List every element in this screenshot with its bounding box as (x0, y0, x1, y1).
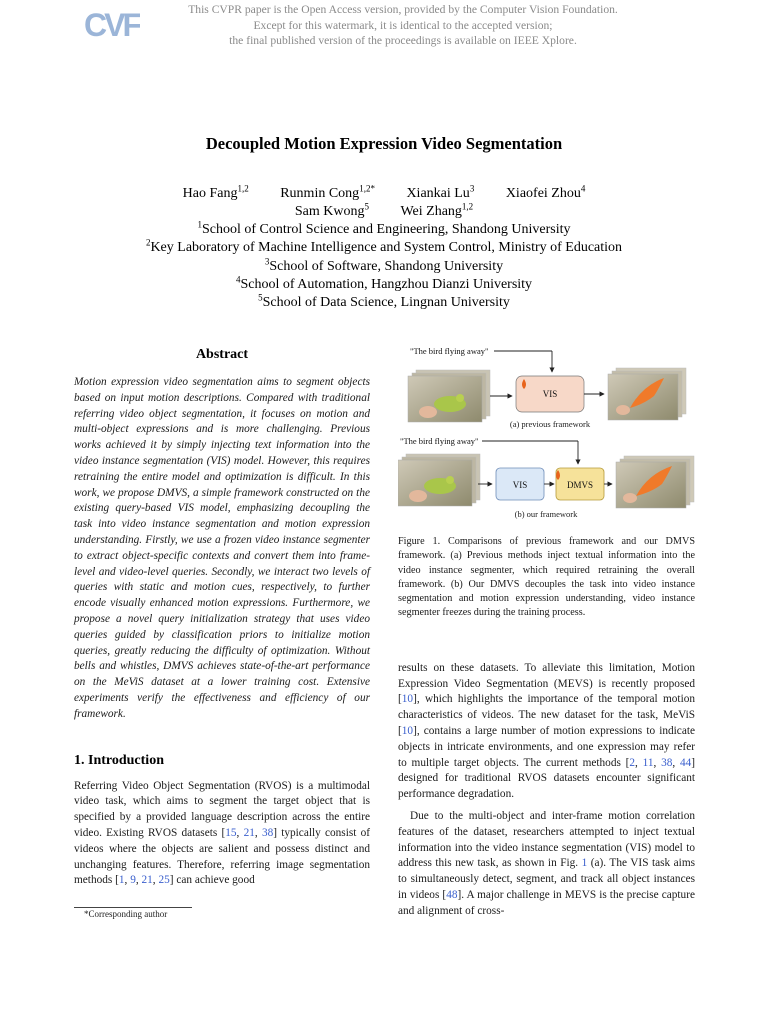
citation-link[interactable]: 38 (661, 756, 673, 769)
author-row-1 (0, 185, 768, 203)
output-frames-a (608, 368, 686, 420)
introduction-heading: 1. Introduction (74, 752, 164, 768)
affiliation-list (0, 221, 768, 312)
footnote: *Corresponding author (84, 909, 168, 919)
figure-1-diagram (398, 340, 695, 520)
body-paragraph: Due to the multi-object and inter-frame motion correlation features of the dataset, researchers attempted to inject textual information into the video instance segmentation (VIS) model to address this new task, as shown in Fig. 1 (a). The VIS task aims to simultaneously detect, segment, and track all object instances in videos [48]. A major challenge in MEVS is the precise capture and alignment of cross- (398, 809, 695, 917)
author-name: Xiaofei Zhou (505, 186, 581, 201)
author (400, 203, 473, 221)
citation-link[interactable]: 9 (130, 874, 136, 887)
body-paragraph: results on these datasets. To alleviate this limitation, Motion Expression Video Segmentation (MEVS) is recently proposed [10], which highlights the importance of the temporal motion characteristics of videos. The new dataset for the task, MeViS [10], contains a large number of motion expressions to indicate objects in intricate environments, and one expression may refer to multiple target objects. The current methods [2, 11, 38, 44] designed for traditional RVOS datasets encounter significant performance degradation. (398, 661, 696, 801)
right-column (398, 340, 695, 920)
introduction-paragraph: Referring Video Object Segmentation (RVOS) is a multimodal video task, which aims to segment the target object that is specified by a provided language description across the entire video. Existing RVOS datasets [15, 21, 38] typically consist of videos where the objects are salient and possess distinct and unchanging features. Therefore, referring image segmentation methods [1, 9, 21, 25] can achieve good (74, 779, 371, 887)
paper-title: Decoupled Motion Expression Video Segmentation (205, 134, 563, 153)
citation-link[interactable]: 10 (401, 693, 414, 706)
author-sup: 4 (580, 183, 586, 194)
author-name: Xiankai Lu (406, 186, 470, 201)
author (406, 185, 474, 203)
prompt-b: "The bird flying away" (400, 436, 479, 446)
citation-link[interactable]: 15 (225, 826, 237, 839)
author (295, 203, 369, 221)
citation-link[interactable]: 44 (679, 756, 692, 769)
citation-link[interactable]: 10 (401, 724, 414, 737)
author-sup: 3 (469, 183, 475, 194)
abstract-text: Motion expression video segmentation aims to segment objects based on input motion descriptions. Compared with traditional referring video object segmentation, it focuses on motion and multi-object expressions and is more challenging. Previous works achieved it by simply injecting text information into the video instance segmentation (VIS) model. However, this requires retraining the entire model and optimization is difficult. In this work, we propose DMVS, a simple framework constructed on the existing query-based VIS model, emphasizing decoupling the task into video instance segmentation and motion expression understanding. Firstly, we use a frozen video instance segmenter to extract object-specific contexts and convert them into frame-level and video-level queries. Secondly, we interact two levels of queries with static and motion cues, respectively, to further encode visually enhanced motion expressions. Furthermore, we propose a novel query initialization strategy that uses video queries guided by classification priors to initialize motion queries, greatly reducing the difficulty of optimization. Without bells and whistles, DMVS achieves state-of-the-art performance on the MeViS dataset at a lower training cost. Extensive experiments verify the effectiveness and efficiency of our framework. (74, 376, 370, 720)
citation-link[interactable]: 2 (629, 756, 636, 769)
citation-link[interactable]: 25 (158, 874, 170, 887)
cvf-logo-text: CVF (84, 7, 139, 43)
watermark-line-3: the final published version of the proceedings is available on IEEE Xplore. (229, 34, 577, 47)
cvf-logo (82, 3, 140, 45)
watermark-line-1: This CVPR paper is the Open Access version, provided by the Computer Vision Foundation. (188, 3, 618, 16)
affiliation: $^5$School of Data Science, Lingnan University (258, 292, 510, 311)
citation-link[interactable]: 48 (446, 888, 458, 901)
author-sup: 5 (364, 201, 369, 212)
citation-link[interactable]: 38 (261, 826, 274, 839)
author-sup: 1,2 (237, 183, 249, 194)
author-name: Runmin Cong (280, 186, 360, 201)
abstract-heading: Abstract (195, 347, 249, 362)
author (280, 185, 375, 203)
author-sup: 1,2* (359, 183, 375, 194)
affiliation: $^1$School of Control Science and Engineering, Shandong University (197, 219, 571, 237)
author-row-2 (0, 203, 768, 221)
vis-label-b: VIS (512, 480, 528, 490)
citation-link[interactable]: 1 (118, 874, 125, 887)
output-frames-b (616, 456, 694, 508)
dmvs-label: DMVS (566, 480, 594, 490)
citation-link[interactable]: 21 (243, 826, 255, 839)
input-frames-b (398, 454, 480, 506)
author (506, 185, 586, 203)
right-column-body (398, 661, 695, 920)
figure-link[interactable]: 1 (581, 857, 588, 870)
prompt-a: "The bird flying away" (410, 346, 489, 356)
author (183, 185, 249, 203)
affiliation: $^3$School of Software, Shandong University (264, 255, 504, 274)
input-frames-a (408, 370, 490, 422)
figure-1-caption: Figure 1. Comparisons of previous framework and our DMVS framework. (a) Previous methods inject textual information into the video instance segmenter, which required retraining the overall framework. (b) Our DMVS decouples the task into video instance segmentation and motion expression understanding, video instance segmenter freezes during the training process. (398, 536, 695, 619)
watermark-line-2: Except for this watermark, it is identical to the accepted version; (253, 18, 553, 32)
citation-link[interactable]: 21 (141, 874, 153, 887)
left-column (74, 345, 370, 889)
footnote-rule (74, 907, 192, 908)
author-name: Sam Kwong (294, 204, 365, 219)
subcaption-a: (a) previous framework (509, 419, 591, 429)
author-sup: 1,2 (461, 201, 474, 212)
author-name: Hao Fang (182, 186, 238, 201)
citation-link[interactable]: 11 (642, 756, 654, 769)
affiliation: $^4$School of Automation, Hangzhou Dianzi University (235, 274, 533, 292)
subcaption-b: (b) our framework (514, 509, 578, 519)
author-list (0, 185, 768, 221)
author-name: Wei Zhang (400, 204, 462, 219)
affiliation: $^2$Key Laboratory of Machine Intelligence and System Control, Ministry of Education (145, 237, 623, 256)
open-access-watermark (150, 2, 656, 49)
vis-label-a: VIS (542, 389, 558, 399)
